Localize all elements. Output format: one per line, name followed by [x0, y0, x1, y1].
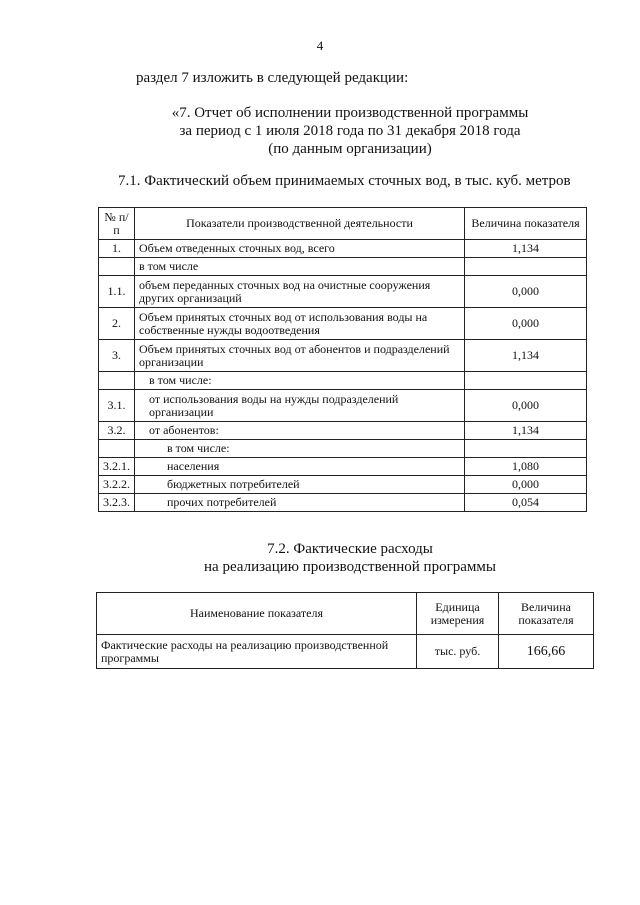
row-number: 3. [99, 340, 135, 372]
table-header-row [97, 593, 594, 635]
row-number [99, 440, 135, 458]
header-cell-indicator: Показатели производственной деятельности [135, 208, 465, 240]
row-label: Фактические расходы на реализацию производственной программы [97, 635, 417, 669]
table-row [99, 308, 587, 340]
row-value: 1,134 [465, 422, 587, 440]
row-label: объем переданных сточных вод на очистные сооружения других организаций [135, 276, 465, 308]
row-number: 2. [99, 308, 135, 340]
header-cell-name: Наименование показателя [97, 593, 417, 635]
table-row [99, 458, 587, 476]
report-title-line: «7. Отчет об исполнении производственной программы [171, 105, 529, 121]
row-number: 3.1. [99, 390, 135, 422]
table-row [99, 372, 587, 390]
row-label: бюджетных потребителей [135, 476, 465, 494]
section-7-1-heading: 7.1. Фактический объем принимаемых сточных вод, в тыс. куб. метров [118, 173, 571, 189]
page-number: 4 [316, 38, 324, 53]
report-title-line: (по данным организации) [268, 141, 432, 157]
intro-text: раздел 7 изложить в следующей редакции: [136, 70, 409, 86]
row-label: от абонентов: [135, 422, 465, 440]
row-value: 0,000 [465, 390, 587, 422]
row-label: прочих потребителей [135, 494, 465, 512]
section-7-2-heading-line: на реализацию производственной программы [204, 559, 496, 575]
report-title-line: за период с 1 июля 2018 года по 31 декабря 2018 года [179, 123, 521, 139]
row-value: 1,080 [465, 458, 587, 476]
row-value: 1,134 [465, 240, 587, 258]
row-value: 0,000 [465, 476, 587, 494]
row-label: от использования воды на нужды подразделений организации [135, 390, 465, 422]
header-cell-number: № п/п [99, 208, 135, 240]
table-row [99, 476, 587, 494]
section-7-2-heading [150, 540, 550, 576]
row-value: 166,66 [499, 635, 594, 669]
section-7-2-heading-line: 7.2. Фактические расходы [267, 541, 433, 557]
row-value: 0,000 [465, 276, 587, 308]
row-number: 3.2.1. [99, 458, 135, 476]
table-row [99, 422, 587, 440]
wastewater-volume-table [98, 207, 587, 512]
row-number: 1. [99, 240, 135, 258]
table-row [99, 340, 587, 372]
row-label: населения [135, 458, 465, 476]
table-header-row [99, 208, 587, 240]
row-number: 3.2.2. [99, 476, 135, 494]
row-value [465, 258, 587, 276]
row-label: Объем принятых сточных вод от абонентов и подразделений организации [135, 340, 465, 372]
report-title [150, 104, 550, 158]
row-label: Объем отведенных сточных вод, всего [135, 240, 465, 258]
row-number: 1.1. [99, 276, 135, 308]
row-label: Объем принятых сточных вод от использования воды на собственные нужды водоотведения [135, 308, 465, 340]
table-row [99, 440, 587, 458]
row-label: в том числе: [135, 372, 465, 390]
row-value: 0,054 [465, 494, 587, 512]
header-cell-unit: Единица измерения [417, 593, 499, 635]
header-cell-value: Величина показателя [499, 593, 594, 635]
row-label: в том числе [135, 258, 465, 276]
row-value [465, 372, 587, 390]
row-value: 0,000 [465, 308, 587, 340]
row-value [465, 440, 587, 458]
table-row [99, 494, 587, 512]
table-row [99, 390, 587, 422]
expenses-table [96, 592, 594, 669]
row-value: 1,134 [465, 340, 587, 372]
row-number: 3.2.3. [99, 494, 135, 512]
row-number [99, 372, 135, 390]
table-row [99, 240, 587, 258]
table-row [99, 276, 587, 308]
row-unit: тыс. руб. [417, 635, 499, 669]
row-label: в том числе: [135, 440, 465, 458]
row-number [99, 258, 135, 276]
row-number: 3.2. [99, 422, 135, 440]
table-row [99, 258, 587, 276]
table-row [97, 635, 594, 669]
header-cell-value: Величина показателя [465, 208, 587, 240]
